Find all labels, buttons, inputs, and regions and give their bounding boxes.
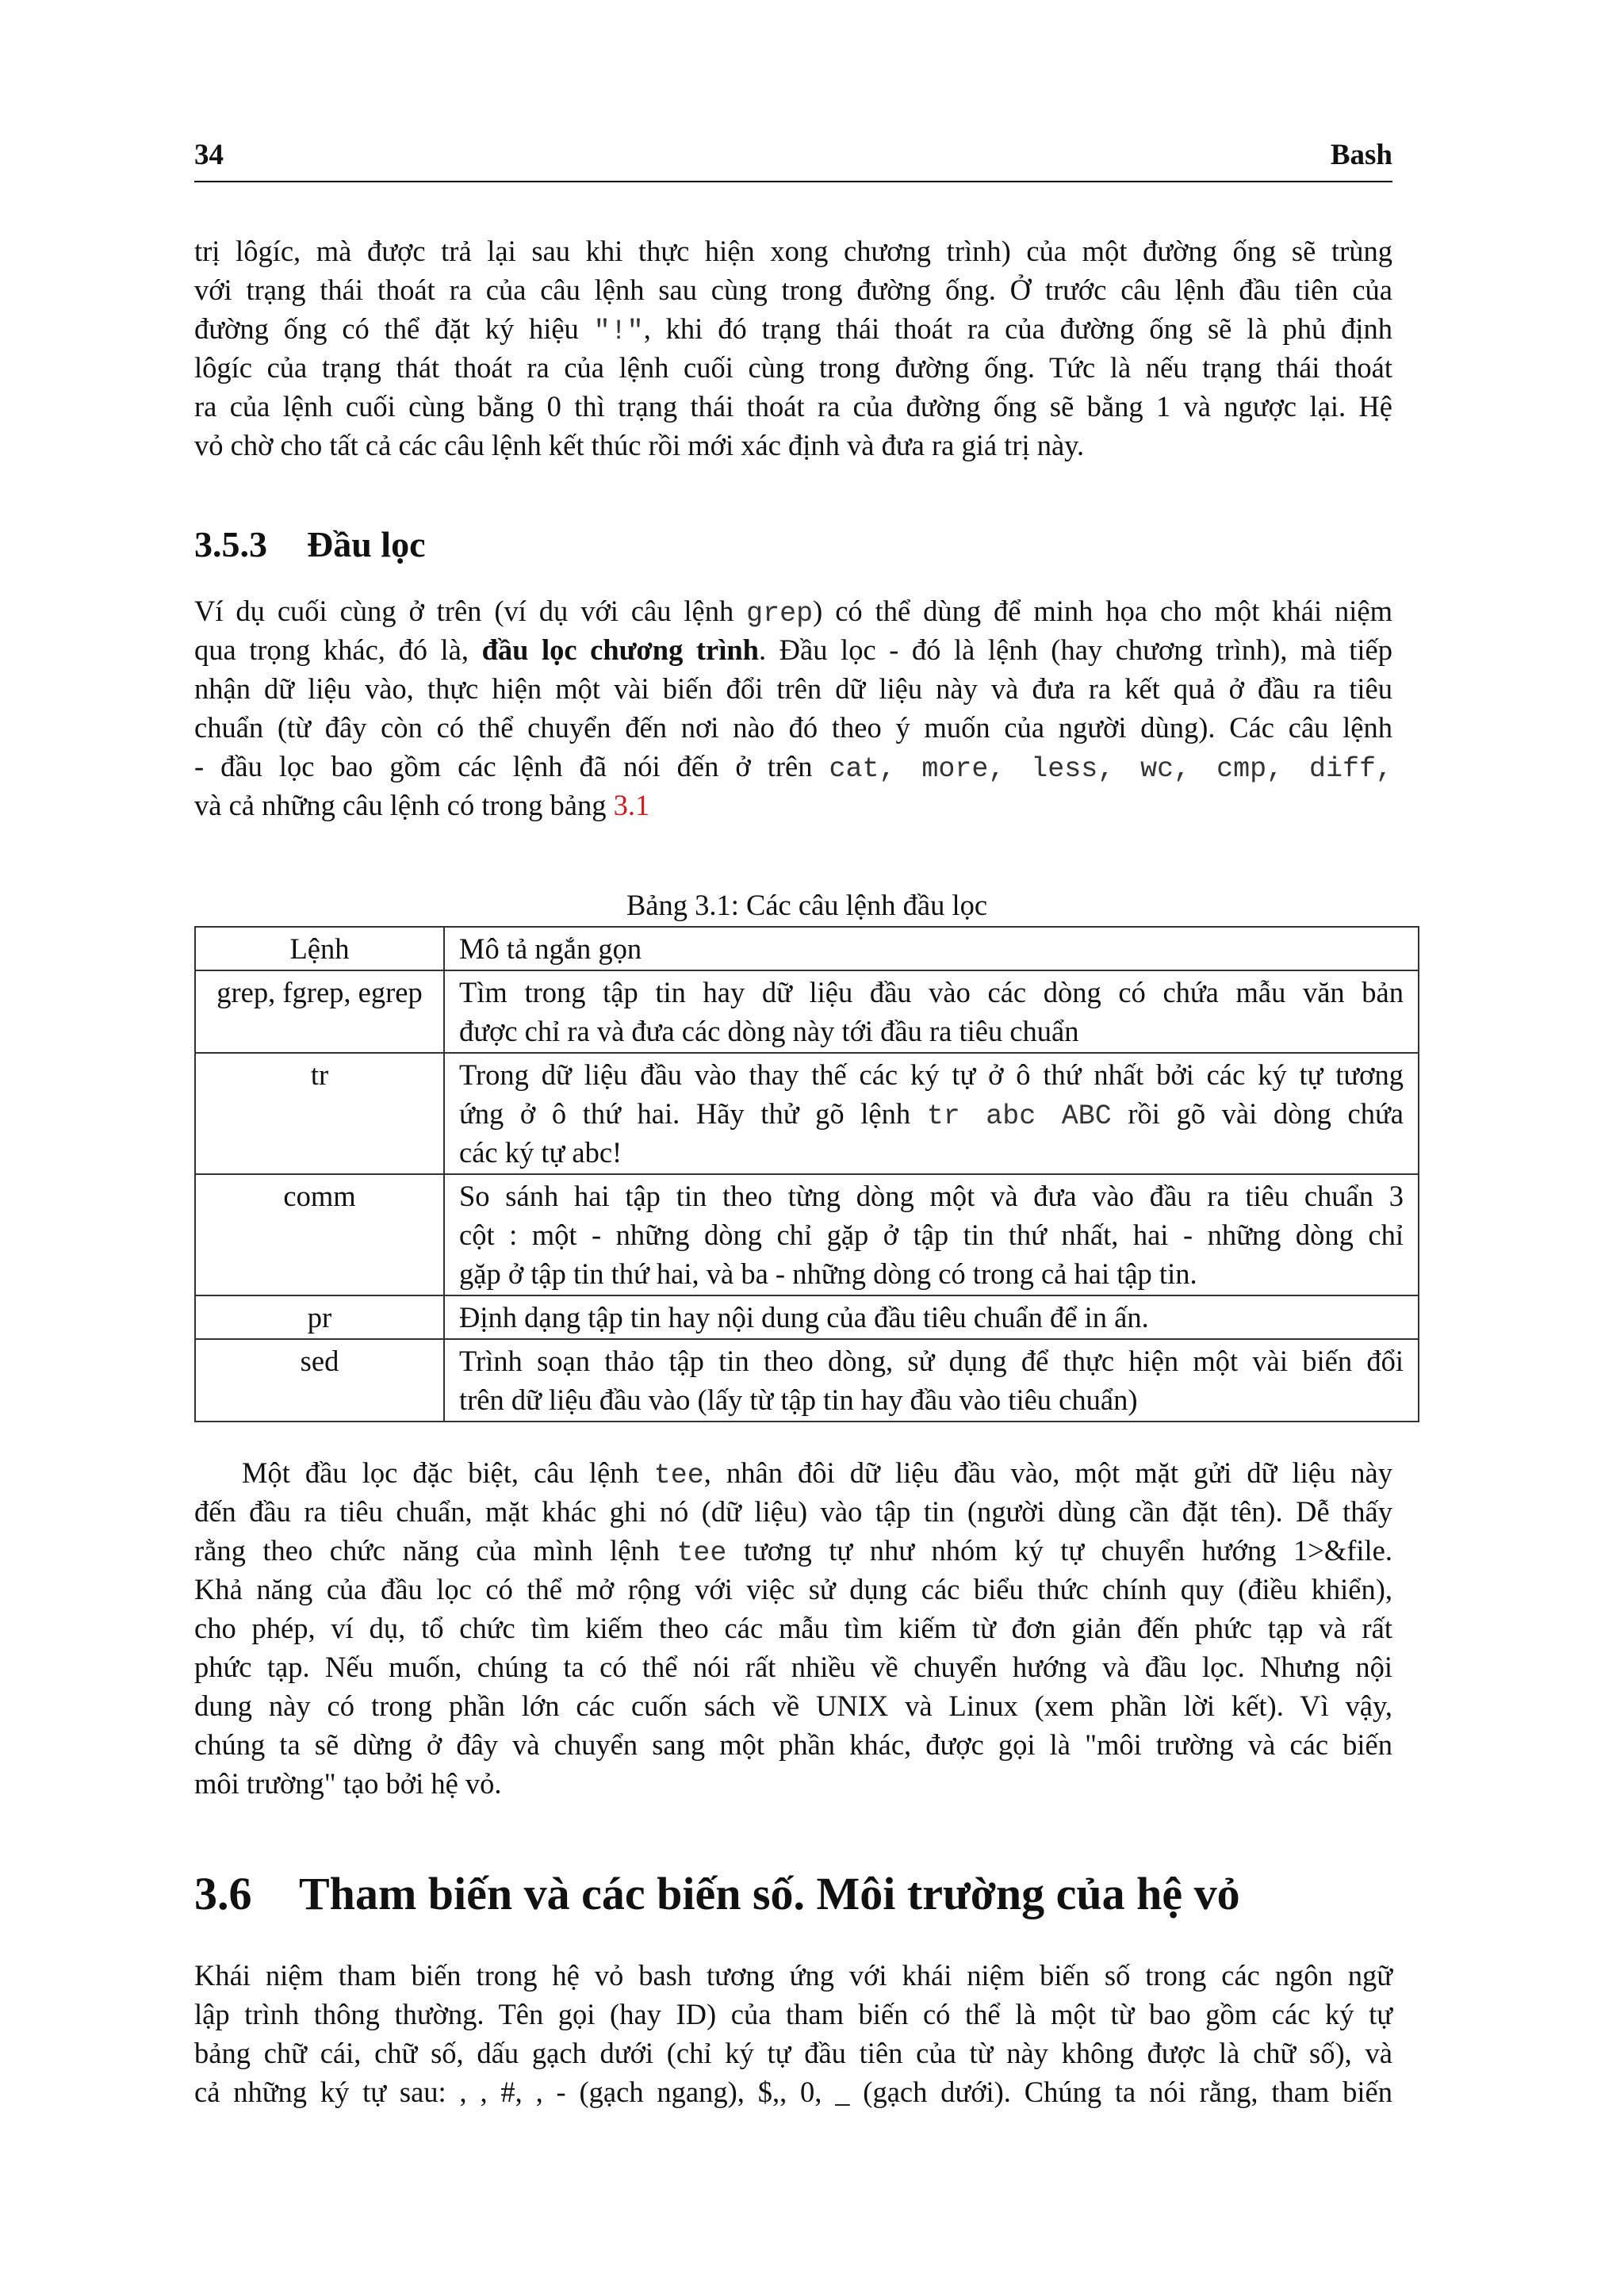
description-cell: Trình soạn thảo tập tin theo dòng, sử dụng để thực hiện một vài biến đổi trên dữ liệu đầu vào (lấy từ tập tin hay đầu vào tiêu chuẩn) [444,1339,1419,1422]
text-line: với trạng thái thoát ra của câu lệnh sau cùng trong đường ống. Ở trước câu lệnh đầu tiên của [194,274,1392,306]
text-line: ra của lệnh cuối cùng bằng 0 thì trạng thái thoát ra của đường ống sẽ bằng 1 và ngược lại. Hệ [194,390,1392,423]
table-row [195,1339,1419,1422]
text-line: phức tạp. Nếu muốn, chúng ta có thể nói rất nhiều về chuyển hướng và đầu lọc. Nhưng nội [194,1651,1392,1683]
text-line: dung này có trong phần lớn các cuốn sách về UNIX và Linux (xem phần lời kết). Vì vậy, [194,1689,1392,1722]
section-number: 3.5.3 [194,524,267,564]
section-title: Đầu lọc [307,524,426,564]
table-row [195,970,1419,1053]
inline-code: tr abc ABC [926,1100,1112,1132]
running-title: Bash [1330,139,1392,171]
text-line: đường ống có thể đặt ký hiệu "!", khi đó trạng thái thoát ra của đường ống sẽ là phủ định [194,312,1392,347]
text-line: Ví dụ cuối cùng ở trên (ví dụ với câu lệnh grep) có thể dùng để minh họa cho một khái niệm [194,595,1392,629]
section-title: Tham biến và các biến số. Môi trường của hệ vỏ [299,1868,1240,1919]
text-line: và cả những câu lệnh có trong bảng 3.1 [194,789,650,821]
text-line: Khái niệm tham biến trong hệ vỏ bash tương ứng với khái niệm biến số trong các ngôn ngữ [194,1959,1392,1992]
paragraph-parameters [194,1956,1392,2111]
text-line: chúng ta sẽ dừng ở đây và chuyển sang một phần khác, được gọi là "môi trường và các biến [194,1728,1392,1761]
description-cell: Trong dữ liệu đầu vào thay thế các ký tự ở ô thứ nhất bởi các ký tự tương ứng ở ô thứ hai. Hãy thử gõ lệnh tr abc ABC rồi gõ vài dòng chứa các ký tự abc! [444,1053,1419,1174]
text-line: rằng theo chức năng của mình lệnh tee tương tự như nhóm ký tự chuyển hướng 1>&file. [194,1534,1393,1569]
table-header-row [195,927,1419,970]
description-cell: Tìm trong tập tin hay dữ liệu đầu vào các dòng có chứa mẫu văn bản được chỉ ra và đưa các dòng này tới đầu ra tiêu chuẩn [444,970,1419,1053]
text-line: chuẩn (từ đây còn có thể chuyển đến nơi nào đó theo ý muốn của người dùng). Các câu lệnh [194,711,1392,744]
section-heading-3-6 [194,1867,1240,1920]
text-line: bảng chữ cái, chữ số, dấu gạch dưới (chỉ ký tự đầu tiên của từ này không được là chữ số), và [194,2037,1392,2069]
text-line: cả những ký tự sau: , , #, , - (gạch ngang), $,, 0, _ (gạch dưới). Chúng ta nói rằng, tham biến [194,2076,1392,2108]
text-line: vỏ chờ cho tất cả các câu lệnh kết thúc rồi mới xác định và đưa ra giá trị này. [194,429,1085,461]
table-row [195,1053,1419,1174]
table-row [195,1295,1419,1339]
command-cell: sed [195,1339,444,1422]
text-line: môi trường" tạo bởi hệ vỏ. [194,1767,502,1800]
text-line: Một đầu lọc đặc biệt, câu lệnh tee, nhân đôi dữ liệu đầu vào, một mặt gửi dữ liệu này [242,1456,1392,1491]
text-line: cho phép, ví dụ, tổ chức tìm kiếm theo các mẫu tìm kiếm từ đơn giản đến phức tạp và rất [194,1612,1392,1644]
section-heading-3-5-3 [194,523,426,565]
paragraph-pipeline-status [194,232,1392,465]
command-cell: grep, fgrep, egrep [195,970,444,1053]
command-cell: comm [195,1174,444,1295]
table-reference-link[interactable]: 3.1 [613,789,650,821]
description-cell: So sánh hai tập tin theo từng dòng một và đưa vào đầu ra tiêu chuẩn 3 cột : một - những dòng chỉ gặp ở tập tin thứ nhất, hai - những dòng chỉ gặp ở tập tin thứ hai, và ba - những dòng có trong cả hai tập tin. [444,1174,1419,1295]
table-row [195,1174,1419,1295]
paragraph-tee [194,1453,1392,1803]
text-line: qua trọng khác, đó là, đầu lọc chương trình. Đầu lọc - đó là lệnh (hay chương trình), mà tiếp [194,633,1393,666]
table-caption: Bảng 3.1: Các câu lệnh đầu lọc [626,889,988,921]
text-line: nhận dữ liệu vào, thực hiện một vài biến đổi trên dữ liệu này và đưa ra kết quả ở đầu ra tiêu [194,672,1392,705]
inline-code: cat, more, less, wc, cmp, diff, [829,753,1392,785]
text-line: - đầu lọc bao gồm các lệnh đã nói đến ở trên cat, more, less, wc, cmp, diff, [194,750,1392,785]
inline-code: "!" [593,316,644,347]
header-cell-command: Lệnh [195,927,444,970]
description-cell: Định dạng tập tin hay nội dung của đầu tiêu chuẩn để in ấn. [444,1295,1419,1339]
header-cell-description: Mô tả ngắn gọn [444,927,1419,970]
section-number: 3.6 [194,1868,252,1919]
inline-code: tee [676,1537,727,1569]
text-line: trị lôgíc, mà được trả lại sau khi thực hiện xong chương trình) của một đường ống sẽ trùng [194,235,1392,267]
paragraph-filters [194,591,1392,825]
text-line: Khả năng của đầu lọc có thể mở rộng với việc sử dụng các biểu thức chính quy (điều khiển), [194,1573,1392,1605]
inline-code: grep [746,598,814,629]
page-header [194,135,1392,182]
text-line: đến đầu ra tiêu chuẩn, mặt khác ghi nó (dữ liệu) vào tập tin (người dùng cần đặt tên). Dễ thấy [194,1495,1392,1528]
text-line: lập trình thông thường. Tên gọi (hay ID) của tham biến có thể là một từ bao gồm các ký tự [194,1998,1392,2030]
text-line: lôgíc của trạng thát thoát ra của lệnh cuối cùng trong đường ống. Tức là nếu trạng thái thoát [194,351,1392,384]
filter-commands-table [194,926,1419,1422]
command-cell: pr [195,1295,444,1339]
inline-code: tee [653,1460,704,1491]
command-cell: tr [195,1053,444,1174]
page-number: 34 [194,139,224,171]
bold-term: đầu lọc chương trình [481,633,759,666]
